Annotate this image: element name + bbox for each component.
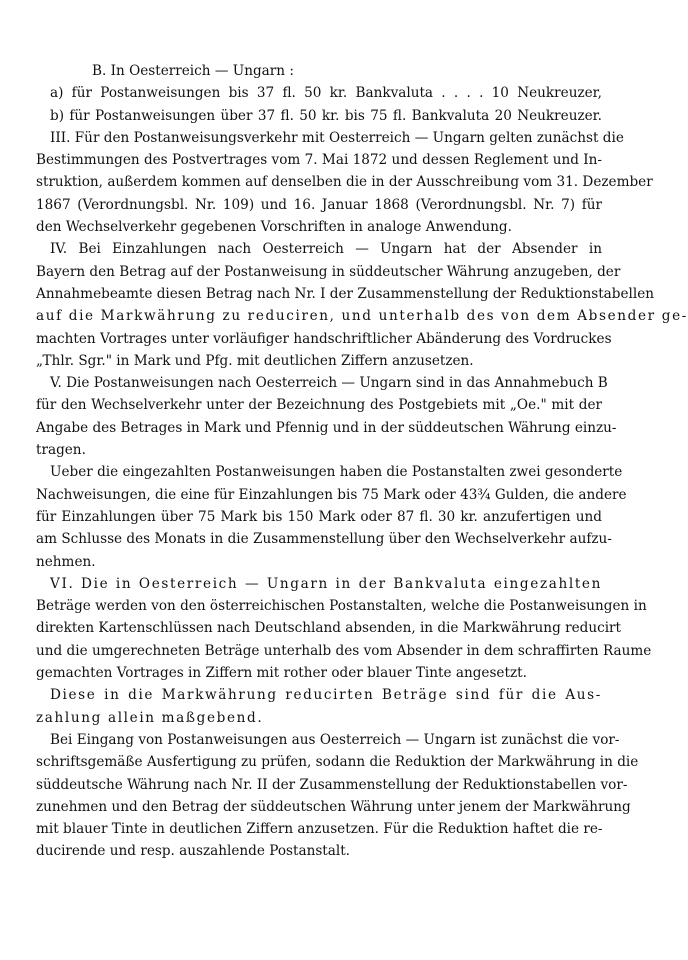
paragraph-line: 1867 (Verordnungsbl. Nr. 109) und 16. Januar 1868 (Verordnungsbl. Nr. 7) für (36, 196, 602, 213)
paragraph-line: auf die Markwährung zu reduciren, und unterhalb des von dem Absender ge- (36, 308, 688, 325)
paragraph-line: tragen. (36, 442, 86, 459)
paragraph-line: Diese in die Markwährung reducirten Beträge sind für die Aus- (50, 687, 602, 704)
paragraph-line: „Thlr. Sgr." in Mark und Pfg. mit deutlichen Ziffern anzusetzen. (36, 352, 474, 369)
paragraph-line: Bestimmungen des Postvertrages vom 7. Mai 1872 und dessen Reglement und In- (36, 152, 602, 169)
paragraph-line: Beträge werden von den österreichischen Postanstalten, welche die Postanweisungen in (36, 598, 647, 615)
paragraph-line: V. Die Postanweisungen nach Oesterreich — Ungarn sind in das Annahmebuch B (50, 375, 608, 392)
paragraph-line: für den Wechselverkehr unter der Bezeichnung des Postgebiets mit „Oe." mit der (36, 397, 602, 414)
paragraph-line: zahlung allein maßgebend. (36, 709, 264, 726)
section-heading-b: B. In Oesterreich — Ungarn : (92, 63, 294, 79)
paragraph-line: Ueber die eingezahlten Postanweisungen haben die Postanstalten zwei gesonderte (50, 464, 623, 481)
tariff-line-b: b) für Postanweisungen über 37 fl. 50 kr. bis 75 fl. Bankvaluta 20 Neukreuzer. (50, 107, 602, 124)
paragraph-line: IV. Bei Einzahlungen nach Oesterreich — Ungarn hat der Absender in (50, 241, 602, 258)
paragraph-line: gemachten Vortrages in Ziffern mit rother oder blauer Tinte angesetzt. (36, 665, 527, 682)
paragraph-line: direkten Kartenschlüssen nach Deutschland absenden, in die Markwährung reducirt (36, 620, 622, 637)
paragraph-line: für Einzahlungen über 75 Mark bis 150 Mark oder 87 fl. 30 kr. anzufertigen und (36, 508, 602, 525)
paragraph-line: und die umgerechneten Beträge unterhalb des vom Absender in dem schraffirten Raume (36, 642, 652, 659)
paragraph-line: schriftsgemäße Ausfertigung zu prüfen, sodann die Reduktion der Markwährung in die (36, 754, 639, 771)
paragraph-line: süddeutsche Währung nach Nr. II der Zusammenstellung der Reduktionstabellen vor- (36, 776, 628, 793)
paragraph-section-iii (36, 127, 653, 238)
paragraph-bei-eingang (36, 729, 639, 863)
paragraph-line: machten Vortrages unter vorläufiger handschriftlicher Abänderung des Vordruckes (36, 330, 612, 347)
paragraph-diese (36, 684, 602, 729)
document-page (36, 60, 688, 863)
paragraph-line: mit blauer Tinte in deutlichen Ziffern anzusetzen. Für die Reduktion haftet die re- (36, 821, 603, 838)
paragraph-section-iv (36, 238, 688, 372)
paragraph-line: Bei Eingang von Postanweisungen aus Oesterreich — Ungarn ist zunächst die vor- (50, 731, 620, 748)
paragraph-line: ducirende und resp. auszahlende Postanstalt. (36, 843, 351, 860)
paragraph-line: Bayern den Betrag auf der Postanweisung in süddeutscher Währung anzugeben, der (36, 263, 621, 280)
paragraph-ueber (36, 461, 627, 572)
paragraph-line: nehmen. (36, 553, 96, 570)
paragraph-line: VI. Die in Oesterreich — Ungarn in der Bankvaluta eingezahlten (50, 575, 602, 592)
paragraph-line: Nachweisungen, die eine für Einzahlungen bis 75 Mark oder 43¾ Gulden, die andere (36, 486, 627, 503)
paragraph-section-vi (36, 573, 652, 684)
paragraph-line: struktion, außerdem kommen auf denselben die in der Ausschreibung vom 31. Dezember (36, 174, 653, 191)
paragraph-line: Angabe des Betrages in Mark und Pfennig und in der süddeutschen Währung einzu- (36, 419, 617, 436)
paragraph-section-v (36, 372, 617, 461)
paragraph-line: zunehmen und den Betrag der süddeutschen Währung unter jenem der Markwährung (36, 798, 631, 815)
tariff-line-a: a) für Postanweisungen bis 37 fl. 50 kr. Bankvaluta . . . . 10 Neukreuzer, (50, 85, 602, 102)
paragraph-line: III. Für den Postanweisungsverkehr mit Oesterreich — Ungarn gelten zunächst die (50, 129, 624, 146)
paragraph-line: den Wechselverkehr gegebenen Vorschriften in analoge Anwendung. (36, 219, 512, 236)
paragraph-line: am Schlusse des Monats in die Zusammenstellung über den Wechselverkehr aufzu- (36, 531, 612, 548)
paragraph-line: Annahmebeamte diesen Betrag nach Nr. I der Zusammenstellung der Reduktionstabellen (36, 285, 654, 302)
